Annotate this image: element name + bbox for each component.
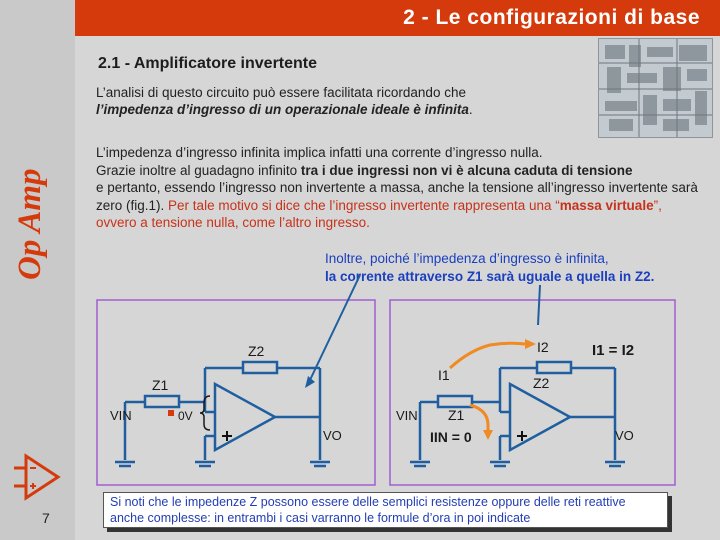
circuit-label: Z1 [152,377,169,393]
body-text-2: Grazie inoltre al guadagno infinito [96,162,301,178]
circuit-label: Z1 [448,407,465,423]
body-bold-2: massa virtuale [559,197,654,213]
circuit-label: VIN [396,408,418,423]
body-text-4-end: ”, ovvero a tensione nulla, come l’altro ingresso. [96,197,662,230]
intro-emphasis: l’impedenza d’ingresso di un operazionale ideale è infinita [96,102,469,117]
caption-box: Si noti che le impedenze Z possono essere delle semplici resistenze oppure delle reti reattive anche complesse: in entrambi i casi varranno le formule d’ora in poi indicate [103,492,668,528]
body-text-4: Per tale motivo si dice che l’ingresso invertente rappresenta una “ [168,197,560,213]
circuit-frame-right [390,300,675,485]
intro-line1: L’analisi di questo circuito può essere facilitata ricordando che [96,85,466,100]
body-text-1: L’impedenza d’ingresso infinita implica infatti una corrente d’ingresso nulla. [96,145,543,160]
circuit-label: Z2 [533,375,550,391]
page-title: 2 - Le configurazioni di base [403,6,700,29]
circuit-label: IIN = 0 [430,429,472,445]
body-bold-1: tra i due ingressi non vi è alcuna caduta di tensione [300,162,633,178]
intro-end: . [468,102,473,117]
section-title: 2.1 - Amplificatore invertente [98,55,318,72]
circuit-frame-left [97,300,375,485]
circuit-label: VO [323,428,342,443]
note-line1: Inoltre, poiché l’impedenza d’ingresso è infinita, [325,251,609,266]
body-text-3: e pertanto, essendo l’ingresso non invertente a massa, anche la tensione all’ingresso invertente sarà zero (fig.1). [96,180,698,213]
circuit-label: I2 [537,339,549,355]
opamp-logo-icon [12,452,62,502]
page-number: 7 [42,510,50,526]
side-label: Op Amp [12,168,48,280]
circuit-label: 0V [178,409,193,423]
circuit-label: Z2 [248,343,265,359]
note-line2: la corrente attraverso Z1 sarà uguale a quella in Z2. [325,269,655,284]
virtual-ground-node [168,410,174,416]
circuit-label: VIN [110,408,132,423]
circuit-label: VO [615,428,634,443]
circuit-label: I1 = I2 [592,342,635,359]
circuit-label: I1 [438,367,450,383]
